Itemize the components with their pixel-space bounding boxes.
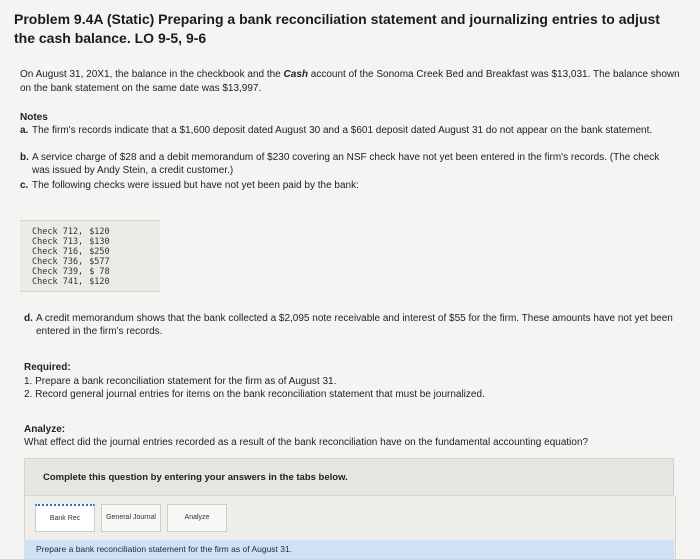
problem-title: Problem 9.4A (Static) Preparing a bank reconciliation statement and journalizing entries to adjust the cash balance. LO 9-5, 9-6 [14,11,660,46]
check-name: Check 736, [32,257,84,267]
tab-general-journal[interactable]: General Journal [101,504,161,532]
table-row [32,277,116,287]
required-item-1: 1. Prepare a bank reconciliation statement for the firm as of August 31. [24,376,337,387]
check-amount: $120 [89,277,110,287]
note-d [24,312,684,338]
table-row [32,227,116,237]
note-b-text: A service charge of $28 and a debit memorandum of $230 covering an NSF check have not yet been entered in the firm's records. (The check was issued by Andy Stein, a credit customer.) [32,152,660,176]
analyze-text: What effect did the journal entries recorded as a result of the bank reconciliation have on the fundamental accounting equation? [24,437,589,448]
check-amount: $577 [89,257,110,267]
note-c-text: The following checks were issued but have not yet been paid by the bank: [32,180,359,191]
analyze-heading: Analyze: [24,424,66,435]
note-d-label: d. [24,313,33,324]
note-d-text: A credit memorandum shows that the bank collected a $2,095 note receivable and interest of $55 for the firm. These amounts have not yet been entered in the firm's records. [36,313,673,337]
check-amount: $250 [89,247,110,257]
check-amount: $120 [89,227,110,237]
check-name: Check 713, [32,237,84,247]
note-c [20,179,680,192]
check-name: Check 712, [32,227,84,237]
check-name: Check 739, [32,267,84,277]
check-name: Check 741, [32,277,84,287]
problem-intro [20,68,680,96]
table-row [32,247,116,257]
note-c-label: c. [20,180,29,191]
tab-analyze[interactable]: Analyze [167,504,227,532]
check-name: Check 716, [32,247,84,257]
required-item-2: 2. Record general journal entries for items on the bank reconciliation statement that must be journalized. [24,389,485,400]
required-heading: Required: [24,362,71,373]
check-amount: $ 78 [89,267,110,277]
note-b-label: b. [20,152,29,163]
active-tab-prompt: Prepare a bank reconciliation statement for the firm as of August 31. [24,540,674,559]
note-a-label: a. [20,125,29,136]
intro-text-1: On August 31, 20X1, the balance in the checkbook and the [20,69,284,80]
note-b [20,151,680,177]
table-row [32,257,116,267]
instructions-banner: Complete this question by entering your answers in the tabs below. [24,458,674,496]
check-amount: $130 [89,237,110,247]
note-a [20,124,680,137]
intro-cash-term: Cash [283,69,308,80]
intro-text-2: account of the Sonoma Creek Bed and Breakfast was $13,031. The balance shown on the bank statement on the same date was $13,997. [20,69,680,94]
tab-bank-rec[interactable]: Bank Rec [35,504,95,532]
note-a-text: The firm's records indicate that a $1,600 deposit dated August 30 and a $601 deposit dated August 31 do not appear on the bank statement. [32,125,653,136]
outstanding-checks-table [20,220,160,292]
table-row [32,237,116,247]
table-row [32,267,116,277]
notes-heading: Notes [20,112,48,123]
